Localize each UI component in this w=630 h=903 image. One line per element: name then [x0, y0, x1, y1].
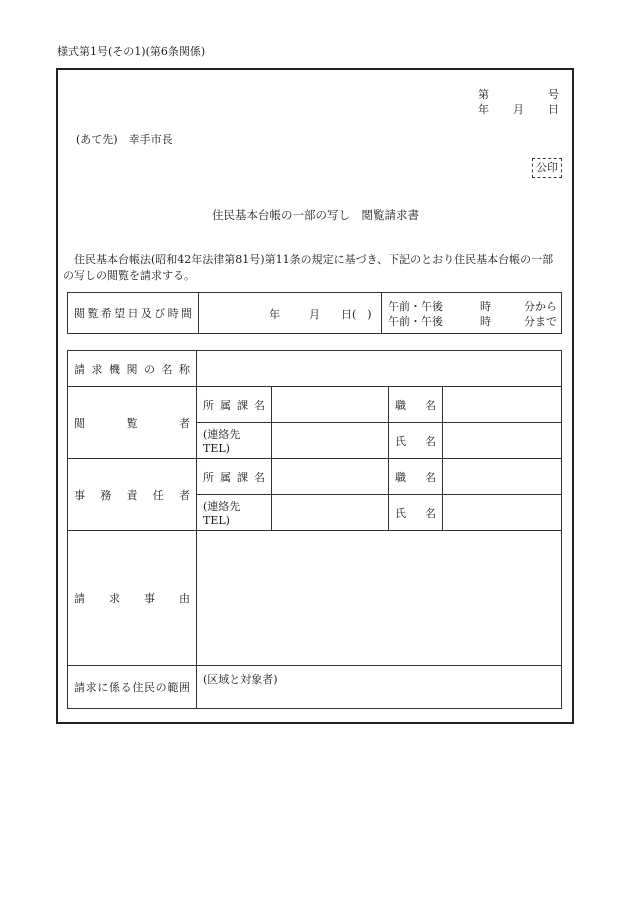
- responsible-name-label: 氏名: [395, 506, 436, 520]
- body-text-line2: の写しの閲覧を請求する。: [63, 269, 195, 282]
- schedule-table: [67, 292, 562, 334]
- responsible-dept-label: 所属課名: [203, 470, 265, 484]
- responsible-dept-field[interactable]: [272, 459, 389, 495]
- viewer-contact-label: (連絡先TEL): [203, 428, 241, 455]
- schedule-year: 年: [269, 308, 280, 321]
- viewer-dept-label: 所属課名: [203, 398, 265, 412]
- hour-to: 時: [480, 315, 491, 328]
- viewer-name-field[interactable]: [443, 423, 562, 459]
- responsible-name-label-cell: [389, 495, 443, 531]
- addressee: (あて先) 幸手市長: [76, 133, 173, 146]
- viewer-label: 閲覧者: [74, 416, 190, 430]
- official-seal: 公印: [532, 158, 562, 178]
- form-title: 住民基本台帳の一部の写し 閲覧請求書: [212, 208, 419, 222]
- responsible-label: 事務責任者: [74, 488, 190, 502]
- request-table: [67, 350, 562, 709]
- responsible-contact-label: (連絡先TEL): [203, 500, 241, 527]
- hour-from: 時: [480, 300, 491, 313]
- ampm-to: 午前・午後: [388, 315, 443, 328]
- body-text-line1: 住民基本台帳法(昭和42年法律第81号)第11条の規定に基づき、下記のとおり住民基本台帳の一部: [74, 253, 554, 266]
- scope-note: (区域と対象者): [203, 673, 278, 686]
- responsible-position-label: 職名: [395, 470, 436, 484]
- schedule-date-cell[interactable]: [199, 293, 382, 334]
- viewer-name-label: 氏名: [395, 434, 436, 448]
- minute-to: 分まで: [524, 315, 557, 328]
- responsible-dept-label-cell: [197, 459, 272, 495]
- org-name-field[interactable]: [197, 351, 562, 387]
- reason-label-cell: [68, 531, 197, 666]
- schedule-day: 日( ): [341, 308, 372, 321]
- number-suffix: 号: [548, 88, 559, 101]
- schedule-month: 月: [309, 308, 320, 321]
- ampm-from: 午前・午後: [388, 300, 443, 313]
- number-prefix: 第: [478, 88, 489, 101]
- viewer-dept-field[interactable]: [272, 387, 389, 423]
- viewer-label-cell: [68, 387, 197, 459]
- scope-label-cell: [68, 666, 197, 709]
- form-number-label: 様式第1号(その1)(第6条関係): [57, 45, 206, 58]
- org-name-label: 請求機関の名称: [74, 362, 190, 376]
- reason-field[interactable]: [197, 531, 562, 666]
- minute-from: 分から: [524, 300, 557, 313]
- schedule-label: 閲覧希望日及び時間: [74, 307, 192, 320]
- scope-label: 請求に係る住民の範囲: [74, 681, 190, 694]
- schedule-label-cell: [68, 293, 199, 334]
- responsible-label-cell: [68, 459, 197, 531]
- viewer-position-label: 職名: [395, 398, 436, 412]
- responsible-name-field[interactable]: [443, 495, 562, 531]
- date-month: 月: [513, 103, 524, 116]
- viewer-name-label-cell: [389, 423, 443, 459]
- reason-label: 請求事由: [74, 592, 190, 605]
- schedule-time-cell[interactable]: [382, 293, 562, 334]
- viewer-position-label-cell: [389, 387, 443, 423]
- viewer-contact-label-cell: [197, 423, 272, 459]
- responsible-position-label-cell: [389, 459, 443, 495]
- viewer-contact-field[interactable]: [272, 423, 389, 459]
- scope-field[interactable]: [197, 666, 562, 709]
- date-day: 日: [548, 103, 559, 116]
- responsible-position-field[interactable]: [443, 459, 562, 495]
- viewer-dept-label-cell: [197, 387, 272, 423]
- org-name-label-cell: [68, 351, 197, 387]
- date-year: 年: [478, 103, 489, 116]
- viewer-position-field[interactable]: [443, 387, 562, 423]
- responsible-contact-field[interactable]: [272, 495, 389, 531]
- responsible-contact-label-cell: [197, 495, 272, 531]
